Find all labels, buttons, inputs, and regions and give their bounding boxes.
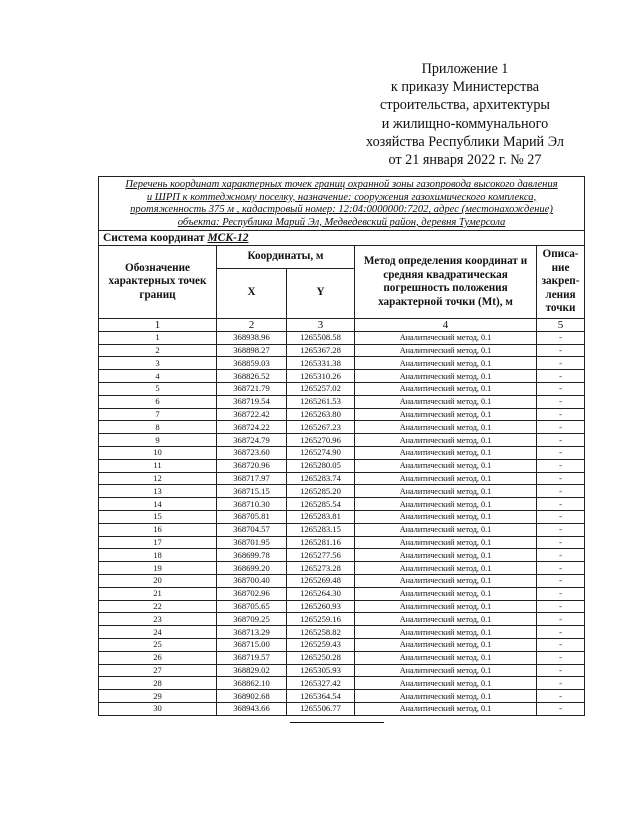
y-cell: 1265285.20 bbox=[287, 485, 355, 498]
desc-cell: - bbox=[537, 690, 585, 703]
point-number-cell: 8 bbox=[99, 421, 217, 434]
table-row bbox=[99, 523, 585, 536]
y-cell: 1265508.58 bbox=[287, 331, 355, 344]
y-cell: 1265327.42 bbox=[287, 677, 355, 690]
appendix-line: Приложение 1 bbox=[421, 61, 509, 77]
point-number-cell: 26 bbox=[99, 651, 217, 664]
y-cell: 1265259.16 bbox=[287, 613, 355, 626]
x-cell: 368724.22 bbox=[217, 421, 287, 434]
x-cell: 368862.10 bbox=[217, 677, 287, 690]
point-number-cell: 29 bbox=[99, 690, 217, 703]
desc-cell: - bbox=[537, 331, 585, 344]
column-number: 2 bbox=[217, 318, 287, 331]
y-cell: 1265257.02 bbox=[287, 383, 355, 396]
point-number-cell: 2 bbox=[99, 344, 217, 357]
x-cell: 368702.96 bbox=[217, 587, 287, 600]
appendix-line: и жилищно-коммунального bbox=[381, 115, 549, 132]
method-cell: Аналитический метод, 0.1 bbox=[355, 651, 537, 664]
y-cell: 1265267.23 bbox=[287, 421, 355, 434]
method-cell: Аналитический метод, 0.1 bbox=[355, 408, 537, 421]
column-number: 4 bbox=[355, 318, 537, 331]
y-cell: 1265305.93 bbox=[287, 664, 355, 677]
desc-cell: - bbox=[537, 511, 585, 524]
table-row bbox=[99, 408, 585, 421]
y-cell: 1265285.54 bbox=[287, 498, 355, 511]
point-number-cell: 24 bbox=[99, 626, 217, 639]
point-number-cell: 19 bbox=[99, 562, 217, 575]
method-cell: Аналитический метод, 0.1 bbox=[355, 383, 537, 396]
x-cell: 368859.03 bbox=[217, 357, 287, 370]
method-cell: Аналитический метод, 0.1 bbox=[355, 357, 537, 370]
point-number-cell: 1 bbox=[99, 331, 217, 344]
point-number-cell: 12 bbox=[99, 472, 217, 485]
y-cell: 1265261.53 bbox=[287, 395, 355, 408]
desc-cell: - bbox=[537, 434, 585, 447]
x-cell: 368722.42 bbox=[217, 408, 287, 421]
x-cell: 368724.79 bbox=[217, 434, 287, 447]
method-cell: Аналитический метод, 0.1 bbox=[355, 677, 537, 690]
method-cell: Аналитический метод, 0.1 bbox=[355, 536, 537, 549]
table-row bbox=[99, 472, 585, 485]
appendix-header bbox=[340, 60, 590, 169]
desc-cell: - bbox=[537, 459, 585, 472]
method-cell: Аналитический метод, 0.1 bbox=[355, 511, 537, 524]
table-row bbox=[99, 511, 585, 524]
method-cell: Аналитический метод, 0.1 bbox=[355, 344, 537, 357]
method-cell: Аналитический метод, 0.1 bbox=[355, 690, 537, 703]
column-numbers-row bbox=[99, 318, 585, 331]
method-cell: Аналитический метод, 0.1 bbox=[355, 459, 537, 472]
table-row bbox=[99, 587, 585, 600]
y-cell: 1265364.54 bbox=[287, 690, 355, 703]
point-number-cell: 15 bbox=[99, 511, 217, 524]
point-number-cell: 17 bbox=[99, 536, 217, 549]
desc-cell: - bbox=[537, 498, 585, 511]
point-number-cell: 10 bbox=[99, 447, 217, 460]
point-number-cell: 20 bbox=[99, 575, 217, 588]
table-row bbox=[99, 664, 585, 677]
method-cell: Аналитический метод, 0.1 bbox=[355, 447, 537, 460]
desc-cell: - bbox=[537, 613, 585, 626]
header-x: X bbox=[217, 268, 287, 318]
coordinate-system-label: Система координат bbox=[103, 232, 205, 245]
desc-cell: - bbox=[537, 677, 585, 690]
method-cell: Аналитический метод, 0.1 bbox=[355, 498, 537, 511]
y-cell: 1265264.30 bbox=[287, 587, 355, 600]
method-cell: Аналитический метод, 0.1 bbox=[355, 472, 537, 485]
caption-line: Перечень координат характерных точек границ охранной зоны газопровода высокого давления bbox=[125, 179, 558, 190]
x-cell: 368717.97 bbox=[217, 472, 287, 485]
y-cell: 1265283.15 bbox=[287, 523, 355, 536]
desc-cell: - bbox=[537, 536, 585, 549]
y-cell: 1265277.56 bbox=[287, 549, 355, 562]
x-cell: 368699.78 bbox=[217, 549, 287, 562]
header-method: Метод определения координат и средняя квадратическая погрешность положения характерной точки (Mt), м bbox=[355, 246, 537, 319]
method-cell: Аналитический метод, 0.1 bbox=[355, 562, 537, 575]
desc-cell: - bbox=[537, 447, 585, 460]
coordinate-system-name: МСК-12 bbox=[207, 232, 249, 245]
table-row bbox=[99, 690, 585, 703]
desc-cell: - bbox=[537, 421, 585, 434]
table-row bbox=[99, 562, 585, 575]
method-cell: Аналитический метод, 0.1 bbox=[355, 523, 537, 536]
point-number-cell: 9 bbox=[99, 434, 217, 447]
y-cell: 1265270.96 bbox=[287, 434, 355, 447]
coordinate-system-row bbox=[99, 231, 585, 246]
table-row bbox=[99, 639, 585, 652]
header-desc: Описа- ние закреп- ления точки bbox=[537, 246, 585, 319]
y-cell: 1265269.48 bbox=[287, 575, 355, 588]
method-cell: Аналитический метод, 0.1 bbox=[355, 575, 537, 588]
y-cell: 1265274.90 bbox=[287, 447, 355, 460]
header-point: Обозначение характерных точек границ bbox=[99, 246, 217, 319]
desc-cell: - bbox=[537, 664, 585, 677]
point-number-cell: 23 bbox=[99, 613, 217, 626]
method-cell: Аналитический метод, 0.1 bbox=[355, 370, 537, 383]
y-cell: 1265259.43 bbox=[287, 639, 355, 652]
method-cell: Аналитический метод, 0.1 bbox=[355, 549, 537, 562]
table-row bbox=[99, 447, 585, 460]
table-row bbox=[99, 677, 585, 690]
table-row bbox=[99, 395, 585, 408]
desc-cell: - bbox=[537, 408, 585, 421]
x-cell: 368720.96 bbox=[217, 459, 287, 472]
x-cell: 368938.96 bbox=[217, 331, 287, 344]
table-row bbox=[99, 331, 585, 344]
appendix-line: от 21 января 2022 г. № 27 bbox=[388, 152, 542, 169]
y-cell: 1265260.93 bbox=[287, 600, 355, 613]
point-number-cell: 13 bbox=[99, 485, 217, 498]
method-cell: Аналитический метод, 0.1 bbox=[355, 702, 537, 715]
caption-line: и ШРП к коттеджному поселку, назначение: сооружения газохимического комплекса, bbox=[146, 191, 537, 203]
point-number-cell: 5 bbox=[99, 383, 217, 396]
x-cell: 368721.79 bbox=[217, 383, 287, 396]
coordinates-table-wrapper bbox=[98, 176, 584, 716]
desc-cell: - bbox=[537, 549, 585, 562]
point-number-cell: 16 bbox=[99, 523, 217, 536]
table-row bbox=[99, 536, 585, 549]
x-cell: 368709.25 bbox=[217, 613, 287, 626]
x-cell: 368943.66 bbox=[217, 702, 287, 715]
desc-cell: - bbox=[537, 383, 585, 396]
table-row bbox=[99, 344, 585, 357]
y-cell: 1265273.28 bbox=[287, 562, 355, 575]
x-cell: 368704.57 bbox=[217, 523, 287, 536]
desc-cell: - bbox=[537, 344, 585, 357]
x-cell: 368700.40 bbox=[217, 575, 287, 588]
point-number-cell: 6 bbox=[99, 395, 217, 408]
x-cell: 368723.60 bbox=[217, 447, 287, 460]
method-cell: Аналитический метод, 0.1 bbox=[355, 600, 537, 613]
table-row bbox=[99, 421, 585, 434]
column-number: 1 bbox=[99, 318, 217, 331]
desc-cell: - bbox=[537, 485, 585, 498]
table-row bbox=[99, 498, 585, 511]
appendix-line: строительства, архитектуры bbox=[380, 97, 550, 114]
x-cell: 368710.30 bbox=[217, 498, 287, 511]
desc-cell: - bbox=[537, 639, 585, 652]
x-cell: 368719.57 bbox=[217, 651, 287, 664]
y-cell: 1265280.05 bbox=[287, 459, 355, 472]
desc-cell: - bbox=[537, 651, 585, 664]
method-cell: Аналитический метод, 0.1 bbox=[355, 587, 537, 600]
column-number: 5 bbox=[537, 318, 585, 331]
y-cell: 1265506.77 bbox=[287, 702, 355, 715]
point-number-cell: 21 bbox=[99, 587, 217, 600]
x-cell: 368699.20 bbox=[217, 562, 287, 575]
method-cell: Аналитический метод, 0.1 bbox=[355, 664, 537, 677]
y-cell: 1265283.74 bbox=[287, 472, 355, 485]
desc-cell: - bbox=[537, 562, 585, 575]
point-number-cell: 18 bbox=[99, 549, 217, 562]
x-cell: 368715.00 bbox=[217, 639, 287, 652]
desc-cell: - bbox=[537, 357, 585, 370]
point-number-cell: 25 bbox=[99, 639, 217, 652]
table-row bbox=[99, 459, 585, 472]
column-number: 3 bbox=[287, 318, 355, 331]
x-cell: 368705.81 bbox=[217, 511, 287, 524]
desc-cell: - bbox=[537, 472, 585, 485]
table-row bbox=[99, 370, 585, 383]
method-cell: Аналитический метод, 0.1 bbox=[355, 434, 537, 447]
method-cell: Аналитический метод, 0.1 bbox=[355, 485, 537, 498]
y-cell: 1265250.28 bbox=[287, 651, 355, 664]
x-cell: 368715.15 bbox=[217, 485, 287, 498]
appendix-line: хозяйства Республики Марий Эл bbox=[366, 133, 564, 150]
table-row bbox=[99, 434, 585, 447]
method-cell: Аналитический метод, 0.1 bbox=[355, 639, 537, 652]
table-body bbox=[99, 331, 585, 715]
method-cell: Аналитический метод, 0.1 bbox=[355, 331, 537, 344]
method-cell: Аналитический метод, 0.1 bbox=[355, 421, 537, 434]
y-cell: 1265283.81 bbox=[287, 511, 355, 524]
appendix-line: к приказу Министерства bbox=[390, 79, 540, 96]
point-number-cell: 7 bbox=[99, 408, 217, 421]
caption-line: протяженность 375 м , кадастровый номер: 12:04:0000000:7202, адрес (местонахождение) bbox=[130, 204, 553, 216]
point-number-cell: 27 bbox=[99, 664, 217, 677]
table-row bbox=[99, 613, 585, 626]
table-row bbox=[99, 549, 585, 562]
table-row bbox=[99, 702, 585, 715]
header-row bbox=[99, 246, 585, 268]
header-y: Y bbox=[287, 268, 355, 318]
point-number-cell: 14 bbox=[99, 498, 217, 511]
header-coords: Координаты, м bbox=[217, 246, 355, 268]
method-cell: Аналитический метод, 0.1 bbox=[355, 613, 537, 626]
footer-divider bbox=[290, 722, 384, 723]
caption-line: объекта: Республика Марий Эл, Медведевский район, деревня Тумерсола bbox=[177, 216, 506, 228]
desc-cell: - bbox=[537, 702, 585, 715]
point-number-cell: 11 bbox=[99, 459, 217, 472]
table-row bbox=[99, 575, 585, 588]
y-cell: 1265258.82 bbox=[287, 626, 355, 639]
table-row bbox=[99, 600, 585, 613]
x-cell: 368826.52 bbox=[217, 370, 287, 383]
x-cell: 368829.02 bbox=[217, 664, 287, 677]
table-row bbox=[99, 357, 585, 370]
point-number-cell: 4 bbox=[99, 370, 217, 383]
table-caption-row bbox=[99, 177, 585, 231]
desc-cell: - bbox=[537, 370, 585, 383]
desc-cell: - bbox=[537, 523, 585, 536]
method-cell: Аналитический метод, 0.1 bbox=[355, 395, 537, 408]
coordinates-table bbox=[98, 176, 585, 716]
x-cell: 368701.95 bbox=[217, 536, 287, 549]
table-row bbox=[99, 485, 585, 498]
table-row bbox=[99, 651, 585, 664]
x-cell: 368705.65 bbox=[217, 600, 287, 613]
table-row bbox=[99, 383, 585, 396]
y-cell: 1265263.80 bbox=[287, 408, 355, 421]
x-cell: 368719.54 bbox=[217, 395, 287, 408]
point-number-cell: 22 bbox=[99, 600, 217, 613]
point-number-cell: 28 bbox=[99, 677, 217, 690]
table-row bbox=[99, 626, 585, 639]
y-cell: 1265310.26 bbox=[287, 370, 355, 383]
x-cell: 368898.27 bbox=[217, 344, 287, 357]
desc-cell: - bbox=[537, 395, 585, 408]
point-number-cell: 30 bbox=[99, 702, 217, 715]
x-cell: 368713.29 bbox=[217, 626, 287, 639]
table-caption bbox=[99, 177, 585, 231]
method-cell: Аналитический метод, 0.1 bbox=[355, 626, 537, 639]
y-cell: 1265281.16 bbox=[287, 536, 355, 549]
desc-cell: - bbox=[537, 587, 585, 600]
y-cell: 1265367.28 bbox=[287, 344, 355, 357]
desc-cell: - bbox=[537, 626, 585, 639]
point-number-cell: 3 bbox=[99, 357, 217, 370]
desc-cell: - bbox=[537, 600, 585, 613]
y-cell: 1265331.38 bbox=[287, 357, 355, 370]
desc-cell: - bbox=[537, 575, 585, 588]
x-cell: 368902.68 bbox=[217, 690, 287, 703]
